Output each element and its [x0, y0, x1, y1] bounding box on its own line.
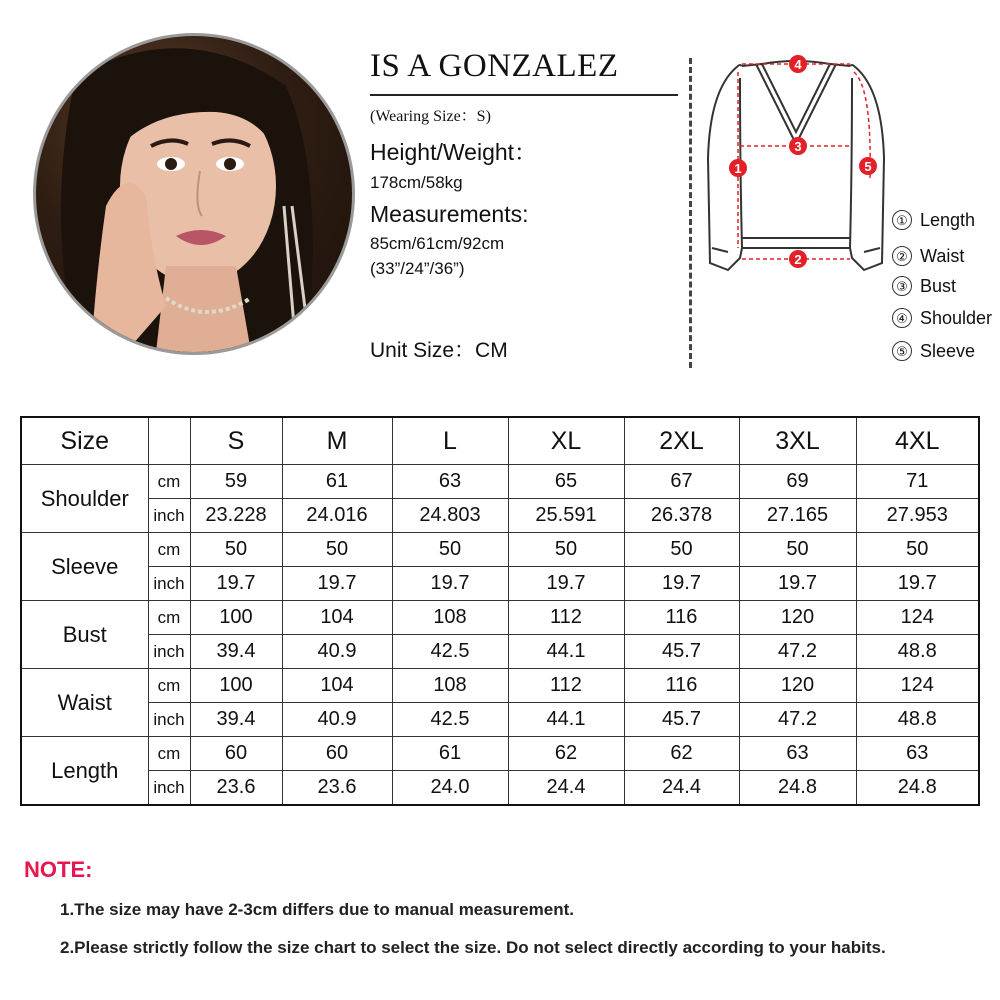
measurement-label: Sleeve — [21, 533, 148, 601]
note-line-2: 2.Please strictly follow the size chart to select the size. Do not select directly according to your habits. — [60, 938, 886, 957]
table-cell: 24.8 — [739, 771, 856, 806]
unit-label: cm — [148, 601, 190, 635]
svg-text:5: 5 — [864, 159, 872, 174]
table-cell: 19.7 — [190, 567, 282, 601]
size-header-xl: XL — [508, 417, 624, 465]
svg-text:2: 2 — [794, 252, 802, 267]
table-cell: 40.9 — [282, 703, 392, 737]
table-cell: 65 — [508, 465, 624, 499]
table-cell: 108 — [392, 669, 508, 703]
measurements-cm: 85cm/61cm/92cm — [370, 234, 505, 253]
table-cell: 19.7 — [739, 567, 856, 601]
measurements-inch: (33”/24”/36”) — [370, 259, 465, 278]
svg-text:4: 4 — [794, 57, 802, 72]
table-row — [21, 601, 979, 635]
table-cell: 19.7 — [282, 567, 392, 601]
table-cell: 50 — [392, 533, 508, 567]
model-photo — [33, 33, 355, 355]
table-cell: 24.8 — [856, 771, 979, 806]
table-cell: 116 — [624, 669, 739, 703]
table-cell: 48.8 — [856, 635, 979, 669]
table-cell: 104 — [282, 601, 392, 635]
table-cell: 112 — [508, 669, 624, 703]
size-header-label: Size — [21, 417, 148, 465]
measurement-label: Length — [21, 737, 148, 806]
unit-label: inch — [148, 703, 190, 737]
table-cell: 50 — [190, 533, 282, 567]
table-cell: 25.591 — [508, 499, 624, 533]
unit-label: inch — [148, 771, 190, 806]
marker-shoulder — [789, 55, 807, 73]
table-cell: 50 — [856, 533, 979, 567]
table-cell: 24.0 — [392, 771, 508, 806]
table-cell: 42.5 — [392, 635, 508, 669]
marker-length — [729, 159, 747, 177]
table-cell: 61 — [282, 465, 392, 499]
table-row — [21, 567, 979, 601]
brand-underline — [370, 94, 678, 96]
measurement-label: Shoulder — [21, 465, 148, 533]
model-name: IS A GONZALEZ — [370, 48, 619, 84]
marker-waist — [789, 250, 807, 268]
table-cell: 19.7 — [392, 567, 508, 601]
table-cell: 62 — [508, 737, 624, 771]
unit-label: inch — [148, 499, 190, 533]
table-cell: 61 — [392, 737, 508, 771]
unit-label: inch — [148, 567, 190, 601]
table-cell: 26.378 — [624, 499, 739, 533]
size-header-m: M — [282, 417, 392, 465]
size-chart-table — [20, 416, 980, 806]
unit-label: cm — [148, 533, 190, 567]
legend-item-waist: ② Waist — [892, 246, 964, 267]
table-cell: 23.6 — [282, 771, 392, 806]
table-cell: 50 — [739, 533, 856, 567]
table-cell: 50 — [508, 533, 624, 567]
marker-sleeve — [859, 157, 877, 175]
table-cell: 19.7 — [508, 567, 624, 601]
legend-item-length: ① Length — [892, 210, 975, 231]
note-line-1: 1.The size may have 2-3cm differs due to manual measurement. — [60, 900, 574, 919]
measurements-label: Measurements: — [370, 201, 529, 227]
unit-header-cell — [148, 417, 190, 465]
table-cell: 69 — [739, 465, 856, 499]
size-header-l: L — [392, 417, 508, 465]
table-cell: 116 — [624, 601, 739, 635]
table-cell: 60 — [190, 737, 282, 771]
note-title: NOTE: — [24, 857, 93, 882]
table-cell: 50 — [282, 533, 392, 567]
table-cell: 24.4 — [508, 771, 624, 806]
table-cell: 63 — [392, 465, 508, 499]
table-cell: 63 — [739, 737, 856, 771]
size-header-2xl: 2XL — [624, 417, 739, 465]
table-cell: 124 — [856, 601, 979, 635]
table-cell: 19.7 — [624, 567, 739, 601]
marker-bust — [789, 137, 807, 155]
size-header-s: S — [190, 417, 282, 465]
wearing-size: (Wearing Size：S) — [370, 108, 491, 125]
table-cell: 24.4 — [624, 771, 739, 806]
svg-text:1: 1 — [734, 161, 742, 176]
table-cell: 124 — [856, 669, 979, 703]
table-row — [21, 669, 979, 703]
measurement-markers — [729, 55, 877, 268]
table-cell: 27.165 — [739, 499, 856, 533]
table-cell: 100 — [190, 601, 282, 635]
size-header-4xl: 4XL — [856, 417, 979, 465]
table-cell: 23.6 — [190, 771, 282, 806]
table-cell: 19.7 — [856, 567, 979, 601]
table-cell: 67 — [624, 465, 739, 499]
legend-item-bust: ③ Bust — [892, 276, 956, 297]
table-row — [21, 533, 979, 567]
table-cell: 50 — [624, 533, 739, 567]
table-row — [21, 465, 979, 499]
table-cell: 100 — [190, 669, 282, 703]
table-cell: 120 — [739, 669, 856, 703]
measurement-label: Waist — [21, 669, 148, 737]
svg-text:3: 3 — [794, 139, 802, 154]
table-cell: 40.9 — [282, 635, 392, 669]
unit-label: cm — [148, 737, 190, 771]
table-cell: 24.803 — [392, 499, 508, 533]
sweater-diagram — [700, 48, 890, 280]
table-row — [21, 635, 979, 669]
table-cell: 104 — [282, 669, 392, 703]
table-cell: 63 — [856, 737, 979, 771]
unit-label: cm — [148, 465, 190, 499]
table-row — [21, 771, 979, 806]
table-header-row — [21, 417, 979, 465]
table-cell: 27.953 — [856, 499, 979, 533]
table-cell: 112 — [508, 601, 624, 635]
table-row — [21, 737, 979, 771]
table-cell: 45.7 — [624, 635, 739, 669]
table-cell: 44.1 — [508, 703, 624, 737]
table-row — [21, 703, 979, 737]
unit-label: cm — [148, 669, 190, 703]
size-header-3xl: 3XL — [739, 417, 856, 465]
height-weight-value: 178cm/58kg — [370, 173, 463, 192]
table-cell: 48.8 — [856, 703, 979, 737]
table-cell: 62 — [624, 737, 739, 771]
table-row — [21, 499, 979, 533]
table-cell: 23.228 — [190, 499, 282, 533]
unit-size: Unit Size：CM — [370, 339, 508, 362]
model-portrait-illustration — [36, 36, 352, 352]
table-cell: 47.2 — [739, 635, 856, 669]
legend-item-sleeve: ⑤ Sleeve — [892, 341, 975, 362]
table-cell: 47.2 — [739, 703, 856, 737]
table-cell: 71 — [856, 465, 979, 499]
table-cell: 42.5 — [392, 703, 508, 737]
table-cell: 39.4 — [190, 635, 282, 669]
table-cell: 39.4 — [190, 703, 282, 737]
legend-item-shoulder: ④ Shoulder — [892, 308, 992, 329]
dashed-divider — [689, 58, 692, 368]
table-cell: 120 — [739, 601, 856, 635]
table-cell: 108 — [392, 601, 508, 635]
table-cell: 45.7 — [624, 703, 739, 737]
unit-label: inch — [148, 635, 190, 669]
height-weight-label: Height/Weight： — [370, 139, 538, 165]
measurement-label: Bust — [21, 601, 148, 669]
table-cell: 24.016 — [282, 499, 392, 533]
table-cell: 60 — [282, 737, 392, 771]
table-cell: 44.1 — [508, 635, 624, 669]
table-cell: 59 — [190, 465, 282, 499]
